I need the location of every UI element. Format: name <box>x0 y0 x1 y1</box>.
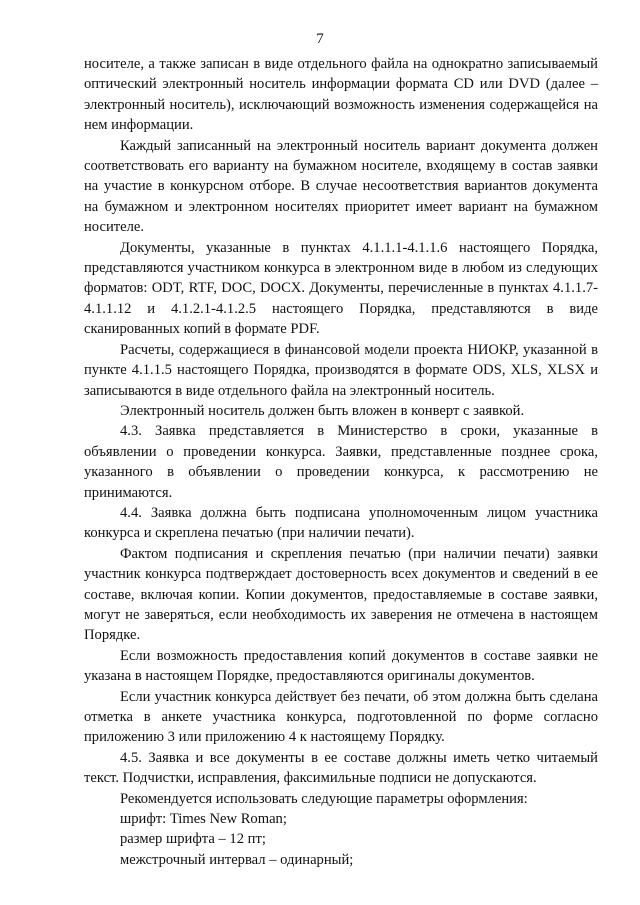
page-number: 7 <box>316 31 324 47</box>
paragraph-formatting-intro: Рекомендуется использовать следующие параметры оформления: <box>120 790 528 807</box>
paragraph-copies: Если возможность предоставления копий документов в составе заявки не указана в настоящем Порядке, предоставляются оригиналы документов. <box>84 647 598 685</box>
paragraph-4-4: 4.4. Заявка должна быть подписана уполномоченным лицом участника конкурса и скреплена печатью (при наличии печати). <box>84 504 598 542</box>
paragraph-4-3: 4.3. Заявка представляется в Министерство в сроки, указанные в объявлении о проведении конкурса. Заявки, представленные позднее срока, указанного в объявлении о проведении конкурса, к рассмотрению не принимаются. <box>84 423 598 501</box>
paragraph-4-5: 4.5. Заявка и все документы в ее составе должны иметь четко читаемый текст. Подчистки, исправления, факсимильные подписи не допускаются. <box>84 749 598 787</box>
list-item-font: шрифт: Times New Roman; <box>120 811 287 828</box>
list-item-line-spacing: межстрочный интервал – одинарный; <box>120 851 354 868</box>
paragraph-no-seal: Если участник конкурса действует без печати, об этом должна быть сделана отметка в анкете участника конкурса, подготовленной по форме согласно приложению 3 или приложению 4 к настоящему Порядку. <box>84 688 598 746</box>
paragraph-financial-model: Расчеты, содержащиеся в финансовой модели проекта НИОКР, указанной в пункте 4.1.1.5 настоящего Порядка, производятся в формате ODS, XLS, XLSX и записываются в виде отдельного файла на электронный носитель. <box>84 341 598 399</box>
paragraph-signing: Фактом подписания и скрепления печатью (при наличии печати) заявки участник конкурса подтверждает достоверность всех документов и сведений в ее составе, включая копии. Копии документов, предоставляемые в составе заявки, могут не заверяться, если необходимость их заверения не отмечена в настоящем Порядке. <box>84 545 598 644</box>
paragraph-file-formats: Документы, указанные в пунктах 4.1.1.1-4.1.1.6 настоящего Порядка, представляются участником конкурса в электронном виде в любом из следующих форматов: ODT, RTF, DOC, DOCX. Документы, перечисленные в пунктах 4.1.1.7-4.1.1.12 и 4.1.2.1-4.1.2.5 настоящего Порядка, представляются в виде сканированных копий в формате PDF. <box>84 239 598 338</box>
list-item-font-size: размер шрифта – 12 пт; <box>120 831 266 848</box>
paragraph-electronic-media: носителе, а также записан в виде отдельного файла на однократно записываемый оптический электронный носитель информации формата CD или DVD (далее – электронный носитель), исключающий возможность изменения содержащейся на нем информации. <box>84 56 598 134</box>
paragraph-version-correspondence: Каждый записанный на электронный носитель вариант документа должен соответствовать его варианту на бумажном носителе, входящему в состав заявки на участие в конкурсном отборе. В случае несоответствия вариантов документа на бумажном и электронном носителях приоритет имеет вариант на бумажном носителе. <box>84 137 598 236</box>
document-body <box>84 54 598 870</box>
paragraph-envelope: Электронный носитель должен быть вложен в конверт с заявкой. <box>120 402 525 419</box>
